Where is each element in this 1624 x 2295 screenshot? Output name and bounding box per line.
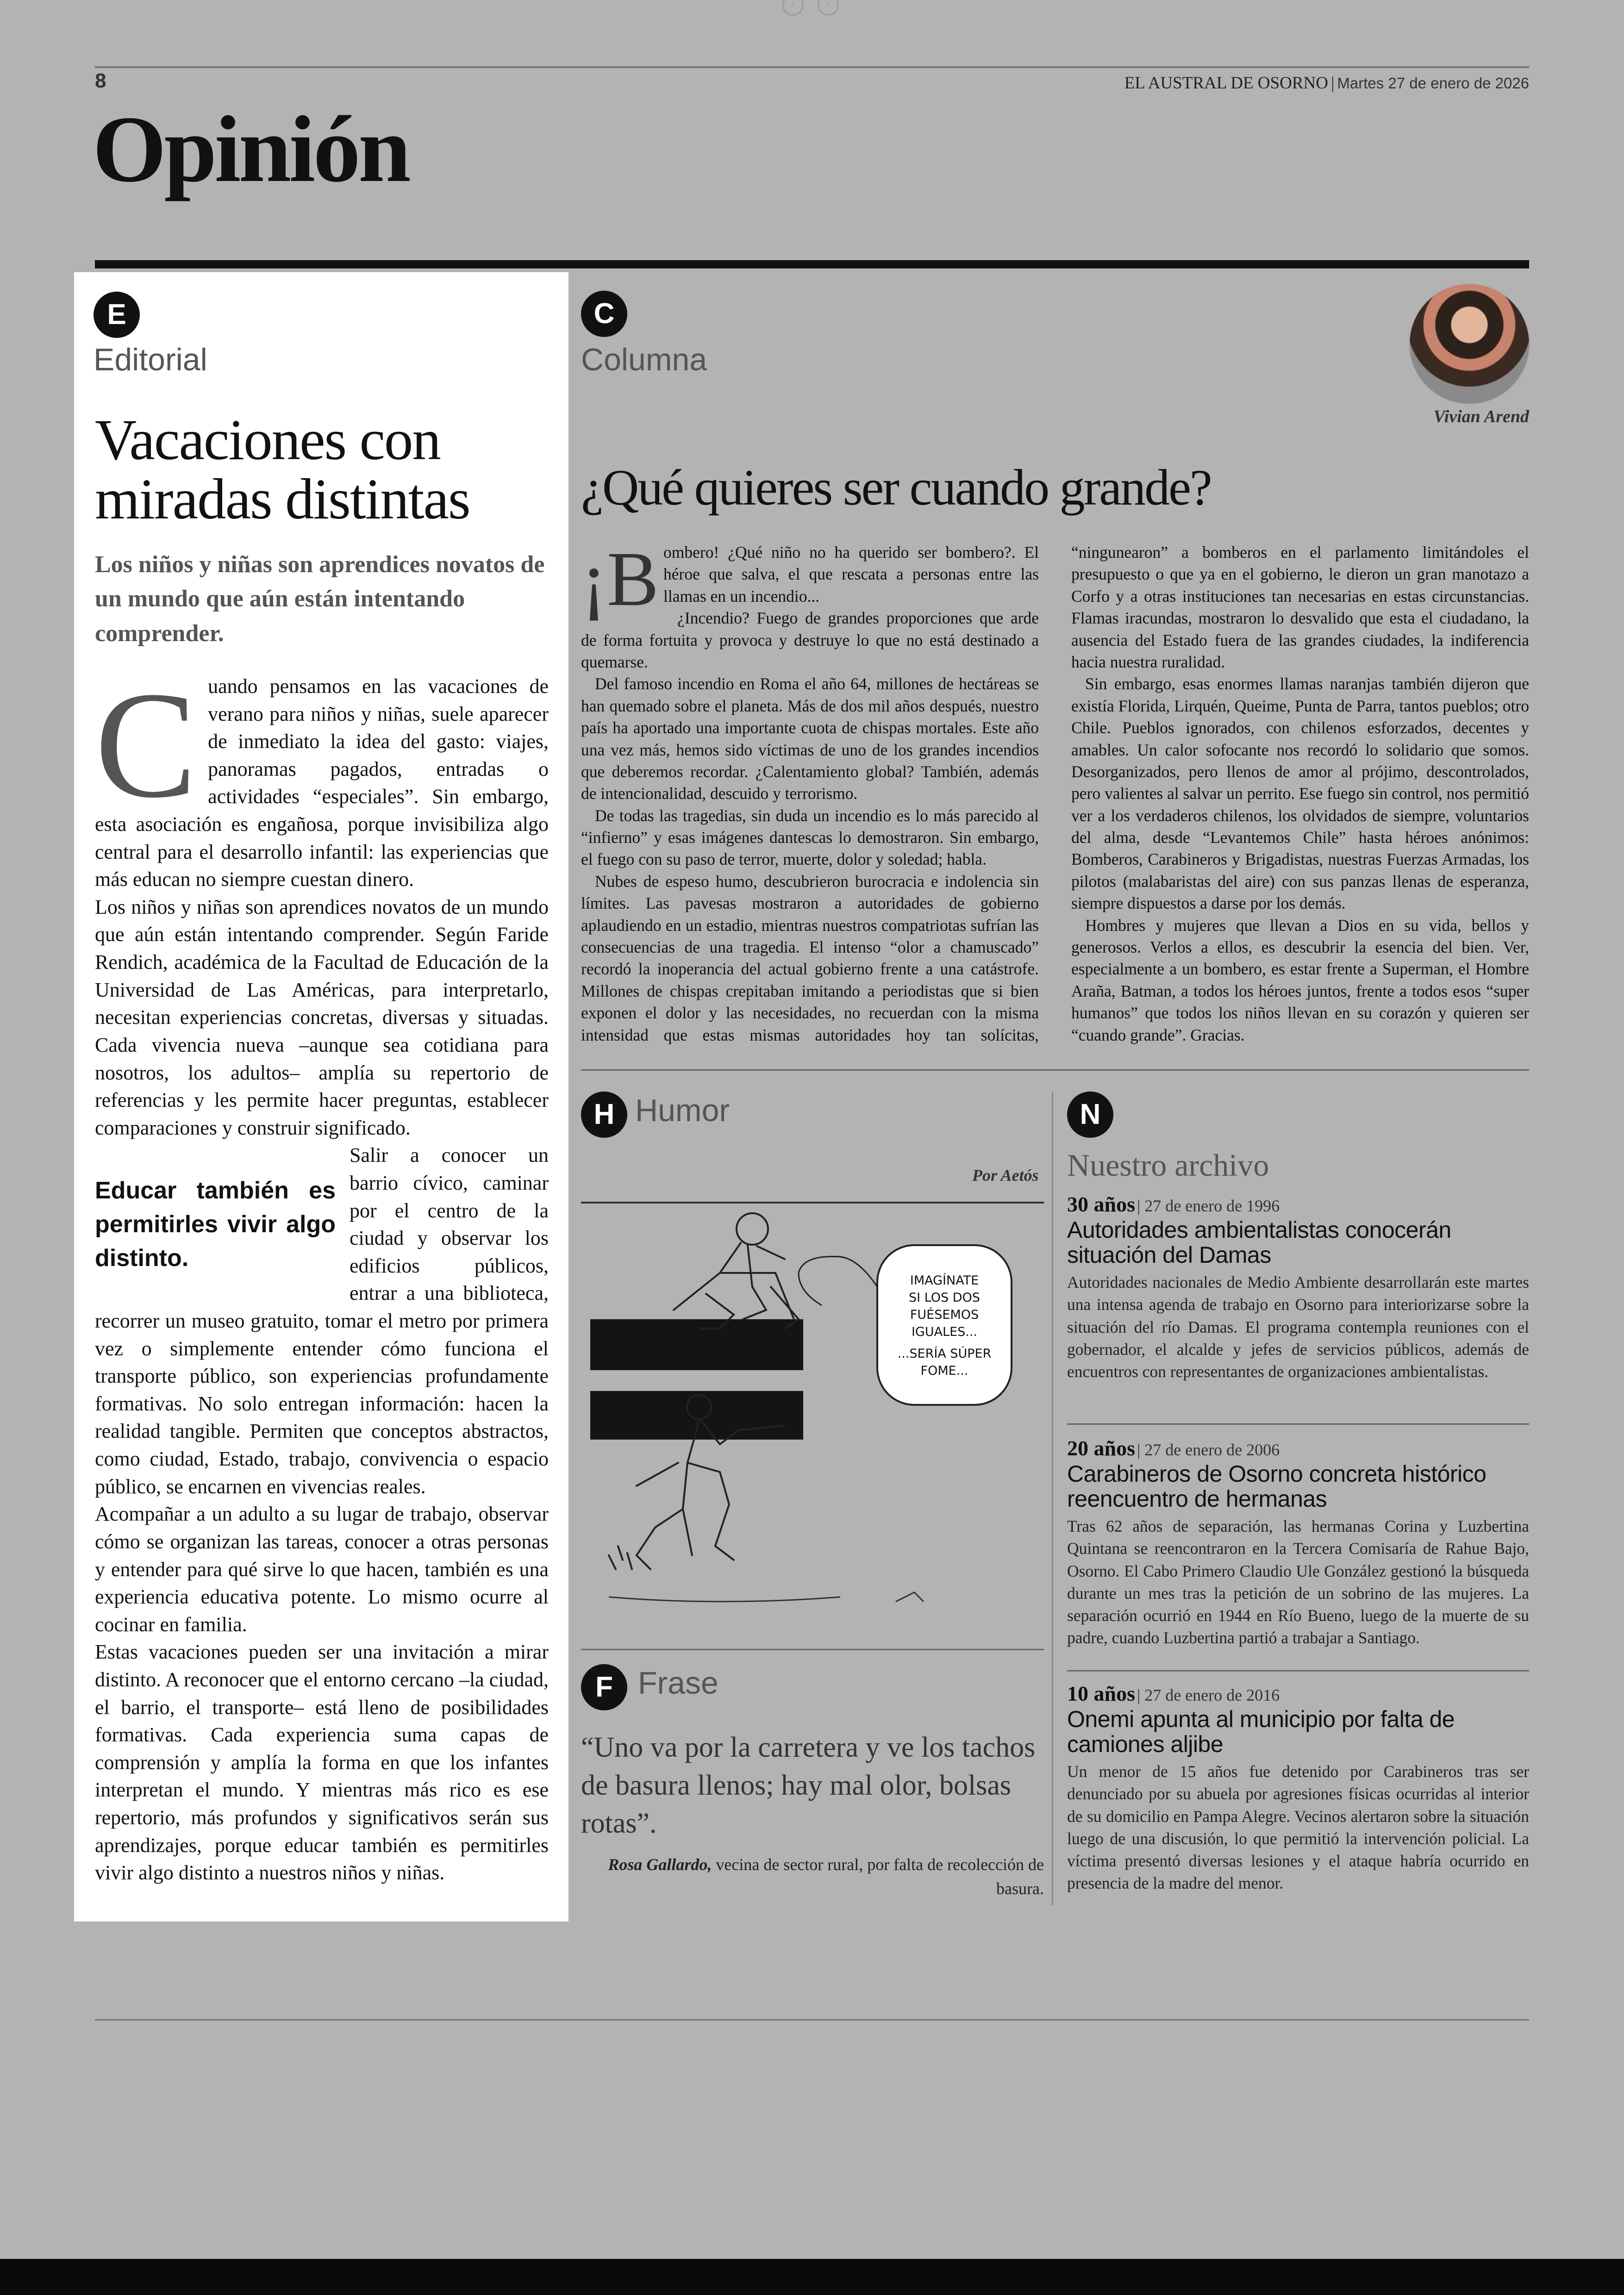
archive-years: 30 años (1067, 1192, 1135, 1216)
column-paragraph: Del famoso incendio en Roma el año 64, millones de hectáreas se han quemado sobre el planeta. Más de dos mil años después, nuestro país ha aportado una importante cuota de chispas mortales. Este año una vez más, hemos sido víctimas de uno de los grandes incendios que deberemos recordar. ¿Calentamiento global? También, además de intencionalidad, descuido y terrorismo. (581, 674, 1039, 803)
editorial-headline: Vacaciones con miradas distintas (95, 408, 470, 531)
archive-date: | 27 de enero de 2016 (1137, 1686, 1280, 1704)
issue-date: Martes 27 de enero de 2026 (1337, 75, 1529, 92)
archive-item (1067, 1436, 1529, 1649)
editorial-paragraph: Los niños y niñas son aprendices novatos de un mundo que aún están intentando comprender. Según Faride Rendich, académica de la Facultad de Educación de la Universidad de Las Américas, para interpretarlo, necesitan experiencias concretas, diversas y situadas. Cada vivencia nueva –aunque sea cotidiana para nosotros, los adultos– amplía su repertorio de referencias y les permite hacer preguntas, establecer comparaciones y construir significado. (95, 895, 549, 1139)
archive-body: Un menor de 15 años fue detenido por Carabineros tras ser denunciado por su abuela por agresiones físicas ocurridas al interior de su domicilio en Pampa Alegre. Vecinos alertaron sobre la situación luego de una discusión, lo que permitió la intervención policial. La víctima presentó diversas lesiones y el ataque habría ocurrido en presencia de la madre del menor. (1067, 1762, 1529, 1893)
editorial-paragraph: Salir a conocer un barrio cívico, caminar por el centro de la ciudad y observar los edificios públicos, entrar a una biblioteca, recorrer un museo gratuito, tomar el metro por primera vez o simplemente entender cómo funciona el transporte público, son experiencias profundamente formativas. No solo entregan información: hacen la realidad tangible. Permiten que conceptos abstractos, como ciudad, Estado, trabajo, convivencia o espacio público, se encarnen en vivencias reales. (95, 1144, 549, 1498)
column-bottom-rule (581, 1069, 1529, 1071)
humor-badge: H (581, 1091, 627, 1138)
humor-tag: Humor (635, 1093, 730, 1128)
cartoon-man-top (674, 1213, 799, 1328)
frase-credit (581, 1852, 1044, 1901)
editorial-dropcap: C (95, 661, 197, 829)
editorial-paragraph: uando pensamos en las vacaciones de verano para niños y niñas, suele aparecer de inmediato la idea del gasto: viajes, panoramas pagados, entradas o actividades “especiales”. Sin embargo, esta asociación es engañosa, porque invisibiliza algo central para el desarrollo infantil: las experiencias que más educan no siempre cuestan dinero. (95, 675, 549, 891)
humor-cartoon (581, 1204, 1044, 1620)
column-body (581, 536, 1529, 1055)
top-rule (95, 66, 1529, 68)
previous-page-icon[interactable]: ‹ (782, 0, 804, 16)
bubble-line: ...SERÍA SÚPER (897, 1347, 992, 1361)
column-paragraph: ¡B ombero! ¿Qué niño no ha querido ser bombero?. El héroe que salva, el que rescata a personas entre las llamas en un incendio... (581, 536, 1039, 622)
bubble-line: IGUALES... (911, 1325, 978, 1339)
column-paragraph: Nubes de espeso humo, descubrieron burocracia e indolencia sin límites. Las pavesas mostraron a autoridades de gobierno aplaudiendo en un estadio, mientras nuestros compatriotas sufrían las consecuencias de una tragedia. El intenso “olor a chamuscado” recordó la inoperancia del actual gobierno frente a una catástrofe. Millones de chispas crepitaban imitando a periodistas que si bien exponen el dolor y las necesidades, no recuerdan con la misma intensidad que estas mismas autoridades hoy tan solícitas, “ninguneаron” a bomberos en el parlamento limitándoles el presupuesto o que ya en el gobierno, le dieron un gran manotazo a Corfo y a otras instituciones tan necesarias en estas circunstancias. Flamas iracundas, mostraron lo desvalido que esta el ciudadano, la ausencia del Estado fuera de las grandes ciudades, la indiferencia hacia nuestra ruralidad. (581, 543, 1529, 1044)
page-number: 8 (95, 69, 106, 92)
masthead: EL AUSTRAL DE OSORNO | Martes 27 de enero de 2026 (1124, 74, 1529, 93)
editorial-paragraph: Estas vacaciones pueden ser una invitación a mirar distinto. A reconocer que el entorno cercano –la ciudad, el barrio, el transporte– está lleno de posibilidades formativas. Cada experiencia suma capas de comprensión y amplía la forma en que los infantes interpretan el mundo. Y mientras más rico es ese repertorio, más profundos y significativos serán sus aprendizajes, porque educar también es permitirles vivir algo distinto a nuestros niños y niñas. (95, 1640, 549, 1884)
archive-rule (1067, 1423, 1529, 1425)
archive-headline: Onemi apunta al municipio por falta de camiones aljibe (1067, 1706, 1455, 1757)
bottom-rule (95, 2019, 1529, 2021)
column-paragraph: Sin embargo, esas enormes llamas naranjas también dijeron que existía Florida, Lirquén, Queime, Punta de Parra, tantos pueblos; otro Chile. Pueblos ignorados, con chilenos esforzados, decentes y amables. Un calor sofocante nos recordó lo solidario que somos. Desorganizados, pero llenos de amor al prójimo, descontrolados, pero valientes al salvar un perrito. Ese fuego sin control, nos permitió ver a los verdaderos chilenos, los olvidados de siempre, voluntarios del alma, desde “Levantemos Chile” hasta héroes anónimos: Bomberos, Carabineros y Brigadistas, nuestras Fuerzas Armadas, los pilotos (malabaristas del aire) con sus panzas llenas de esperanza, siempre dispuestos a darse por los demás. (1071, 674, 1529, 913)
archive-headline: Autoridades ambientalistas conocerán situación del Damas (1067, 1217, 1451, 1268)
frase-badge: F (581, 1664, 627, 1710)
section-rule (95, 260, 1529, 268)
editorial-lead: Los niños y niñas son aprendices novatos de un mundo que aún están intentando comprender. (95, 551, 545, 647)
humor-credit: Por Aetós (972, 1166, 1039, 1185)
newspaper-name: EL AUSTRAL DE OSORNO (1124, 74, 1328, 93)
next-page-icon[interactable]: › (818, 0, 839, 16)
archive-date: | 27 de enero de 1996 (1137, 1197, 1280, 1215)
editorial-box (74, 272, 568, 1921)
archive-rule (1067, 1670, 1529, 1671)
column-paragraph: ¿Incendio? Fuego de grandes proporciones que arde de forma fortuita y provoca y destruye lo que no está destinado a quemarse. (581, 609, 1039, 671)
bubble-line: FOME... (920, 1364, 968, 1378)
editorial-paragraph: Acompañar a un adulto a su lugar de trabajo, observar cómo se organizan las tareas, conocer a otras personas y entender para qué sirve lo que hacen, también es una experiencia educativa potente. Lo mismo ocurre al cocinar en familia. (95, 1503, 549, 1636)
column-tag: Columna (581, 342, 707, 377)
editorial-pullquote: Educar también es permitirles vivir algo distinto. (95, 1177, 336, 1272)
frase-rule (581, 1649, 1044, 1650)
archive-badge: N (1067, 1091, 1113, 1138)
humor-archive-divider (1052, 1091, 1053, 1905)
frase-author: Rosa Gallardo, (608, 1855, 712, 1874)
column-headline: ¿Qué quieres ser cuando grande? (581, 459, 1211, 516)
archive-years: 20 años (1067, 1436, 1135, 1460)
column-badge: C (581, 291, 627, 337)
archive-body: Tras 62 años de separación, las hermanas Corina y Luzbertina Quintana se reencontraron en la Tercera Comisaría de Rahue Bajo, Osorno. El Cabo Primero Claudio Ule González gestionó la búsqueda durante un mes tras la petición de un sobrino de las mujeres. La separación ocurrió en 1944 en Río Bueno, luego de la muerte de su padre, cuando Luzbertina partió a trabajar a Santiago. (1067, 1517, 1529, 1647)
bottom-bar (0, 2259, 1624, 2295)
section-title: Opinión (93, 97, 409, 202)
frase-tag: Frase (638, 1665, 718, 1701)
column-dropcap: ¡B (581, 536, 659, 622)
cartoon-signature (609, 1592, 924, 1602)
bubble-line: IMAGÍNATE (910, 1273, 979, 1288)
cartoon-bubble-tail (799, 1256, 877, 1305)
archive-date: | 27 de enero de 2006 (1137, 1441, 1280, 1459)
editorial-badge: E (94, 292, 140, 338)
author-photo (1409, 283, 1530, 405)
column-author: Vivian Arend (1433, 407, 1529, 426)
page-nav (782, 0, 843, 16)
archive-tag: Nuestro archivo (1067, 1148, 1269, 1183)
frase-quote: “Uno va por la carretera y ve los tachos de basura llenos; hay mal olor, bolsas rotas”. (581, 1732, 1036, 1839)
bubble-line: FUÉSEMOS (910, 1308, 979, 1322)
column-paragraph: De todas las tragedias, sin duda un incendio es lo más parecido al “infierno” y esas imágenes dantescas lo demostraron. Sin embargo, el fuego con su paso de terror, muerte, dolor y soledad; habla. (581, 806, 1039, 869)
column-paragraph: Hombres y mujeres que llevan a Dios en su vida, bellos y generosos. Verlos a ellos, es descubrir la esencia del bien. Ver, especialmente a un bombero, es estar frente a Superman, el Hombre Araña, Batman, a todos los héroes juntos, frente a todos esos “super humanos” que todos los niños llevan en su corazón y quieren ser “cuando grande”. Gracias. (1071, 916, 1529, 1044)
editorial-body (95, 661, 549, 1887)
archive-years: 10 años (1067, 1682, 1135, 1705)
bubble-line: SI LOS DOS (909, 1291, 980, 1305)
frase-author-desc: vecina de sector rural, por falta de recolección de basura. (712, 1855, 1044, 1898)
cartoon-bar-top (590, 1319, 803, 1370)
archive-item (1067, 1681, 1529, 1895)
editorial-tag: Editorial (94, 342, 207, 377)
archive-body: Autoridades nacionales de Medio Ambiente desarrollarán este martes una intensa agenda de trabajo en Osorno para interiorizarse sobre la situación del río Damas. El programa contempla reuniones con el gobernador, el alcalde y jefes de servicios públicos, además de encuentros con representantes de organizaciones ambientalistas. (1067, 1273, 1529, 1381)
archive-item (1067, 1192, 1529, 1383)
archive-headline: Carabineros de Osorno concreta histórico reencuentro de hermanas (1067, 1461, 1487, 1512)
